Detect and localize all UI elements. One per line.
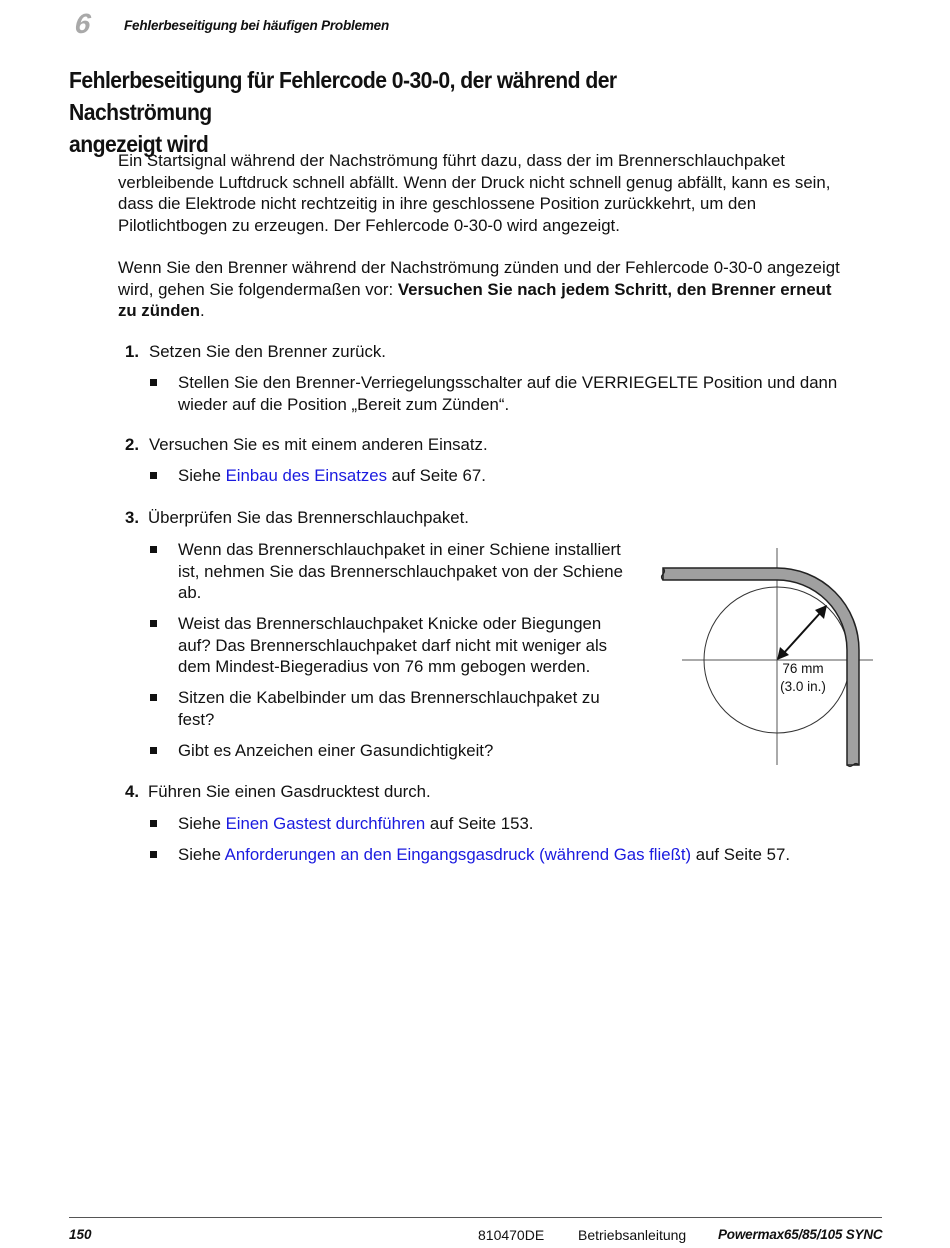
bullet-text: Siehe <box>178 845 225 864</box>
bullet-line: Gibt es Anzeichen einer Gasundichtigkeit? <box>178 741 494 760</box>
instruction-text: . <box>200 301 205 320</box>
bullet-line: ab. <box>178 583 202 602</box>
bullet-text: auf Seite 153. <box>425 814 534 833</box>
radius-label-in: (3.0 in.) <box>780 679 826 694</box>
bullet-text: Siehe <box>178 466 226 485</box>
bullet-line: Weist das Brennerschlauchpaket Knicke oder Biegungen <box>178 614 602 633</box>
chapter-title: Fehlerbeseitigung bei häufigen Problemen <box>124 18 390 33</box>
bullet-line: fest? <box>178 709 215 729</box>
bullet-text: auf Seite 57. <box>691 845 790 864</box>
bullet-square-icon <box>150 620 157 627</box>
bullet-square-icon <box>150 546 157 553</box>
list-item <box>150 539 650 605</box>
chapter-number: 6 <box>73 8 93 39</box>
list-item <box>150 372 890 416</box>
intro-line: dass die Elektrode nicht rechtzeitig in ihre geschlossene Position zurückkehrt, um den <box>118 194 757 213</box>
step-text: Überprüfen Sie das Brennerschlauchpaket. <box>148 508 469 527</box>
list-item <box>150 844 870 866</box>
list-item <box>150 740 650 762</box>
instruction-line <box>118 300 878 322</box>
link-einen-gastest-durchfuehren[interactable]: Einen Gastest durchführen <box>225 814 426 833</box>
bullet-square-icon <box>150 820 157 827</box>
instruction-text: wird, gehen Sie folgendermaßen vor: <box>118 279 398 299</box>
bullet-line: auf? Das Brennerschlauchpaket darf nicht mit weniger als <box>178 635 608 655</box>
instruction-line <box>118 279 878 301</box>
radius-arrow <box>783 612 821 654</box>
link-anforderungen-eingangsgasdruck[interactable]: Anforderungen an den Eingangsgasdruck (während Gas fließt) <box>224 845 692 864</box>
step-3 <box>125 507 469 529</box>
intro-line: Ein Startsignal während der Nachströmung führt dazu, dass der im Brennerschlauchpaket <box>118 151 785 170</box>
step-number: 1. <box>125 342 139 361</box>
radius-label-mm: 76 mm <box>782 661 824 676</box>
footer-page-number: 150 <box>69 1227 92 1242</box>
bullet-text: Siehe <box>178 814 226 833</box>
footer-divider <box>69 1217 882 1218</box>
instruction-emphasis: Versuchen Sie nach jedem Schritt, den Brenner erneut <box>397 279 832 299</box>
page-title-line: angezeigt wird <box>69 131 209 157</box>
step-number: 4. <box>125 782 139 801</box>
step-text: Versuchen Sie es mit einem anderen Einsatz. <box>149 435 488 454</box>
link-einbau-des-einsatzes[interactable]: Einbau des Einsatzes <box>225 466 387 485</box>
bullet-square-icon <box>150 747 157 754</box>
bullet-line: ist, nehmen Sie das Brennerschlauchpaket von der Schiene <box>178 561 623 581</box>
hose-icon <box>663 568 859 765</box>
step-4 <box>125 781 431 803</box>
bullet-line: Sitzen die Kabelbinder um das Brennerschlauchpaket zu <box>178 688 600 707</box>
bend-radius-diagram <box>658 545 878 775</box>
page-title <box>69 64 731 160</box>
step-text: Führen Sie einen Gasdrucktest durch. <box>148 782 431 801</box>
intro-paragraph <box>118 150 878 236</box>
bullet-square-icon <box>150 694 157 701</box>
footer-product-name: Powermax65/85/105 SYNC <box>718 1227 883 1242</box>
list-item <box>150 687 650 731</box>
bullet-line: Wenn das Brennerschlauchpaket in einer Schiene installiert <box>178 540 621 559</box>
step-1 <box>125 341 386 363</box>
step-2 <box>125 434 488 456</box>
intro-line: verbleibende Luftdruck schnell abfällt. Wenn der Druck nicht schnell genug abfällt, kann es sein, <box>118 172 831 192</box>
bullet-line: Stellen Sie den Brenner-Verriegelungsschalter auf die VERRIEGELTE Position und dann <box>178 373 838 392</box>
instruction-line: Wenn Sie den Brenner während der Nachströmung zünden und der Fehlercode 0-30-0 angezeigt <box>118 258 840 277</box>
bullet-square-icon <box>150 472 157 479</box>
list-item <box>150 613 650 679</box>
step-number: 2. <box>125 435 139 454</box>
footer-doc-type: Betriebsanleitung <box>578 1227 687 1243</box>
bullet-line: wieder auf die Position „Bereit zum Zünden“. <box>178 394 510 414</box>
bullet-line: dem Mindest-Biegeradius von 76 mm gebogen werden. <box>178 657 591 676</box>
bullet-text: auf Seite 67. <box>386 466 486 485</box>
list-item <box>150 813 870 835</box>
intro-line: Pilotlichtbogen zu erzeugen. Der Fehlercode 0-30-0 wird angezeigt. <box>118 215 620 235</box>
bullet-square-icon <box>150 851 157 858</box>
list-item <box>150 465 850 487</box>
instruction-paragraph <box>118 257 878 322</box>
instruction-emphasis: zu zünden <box>118 301 201 320</box>
step-number: 3. <box>125 508 139 527</box>
step-text: Setzen Sie den Brenner zurück. <box>149 342 386 361</box>
page-title-line: Fehlerbeseitigung für Fehlercode 0-30-0, der während der Nachströmung <box>69 67 617 125</box>
footer-doc-number: 810470DE <box>478 1227 545 1243</box>
bullet-square-icon <box>150 379 157 386</box>
